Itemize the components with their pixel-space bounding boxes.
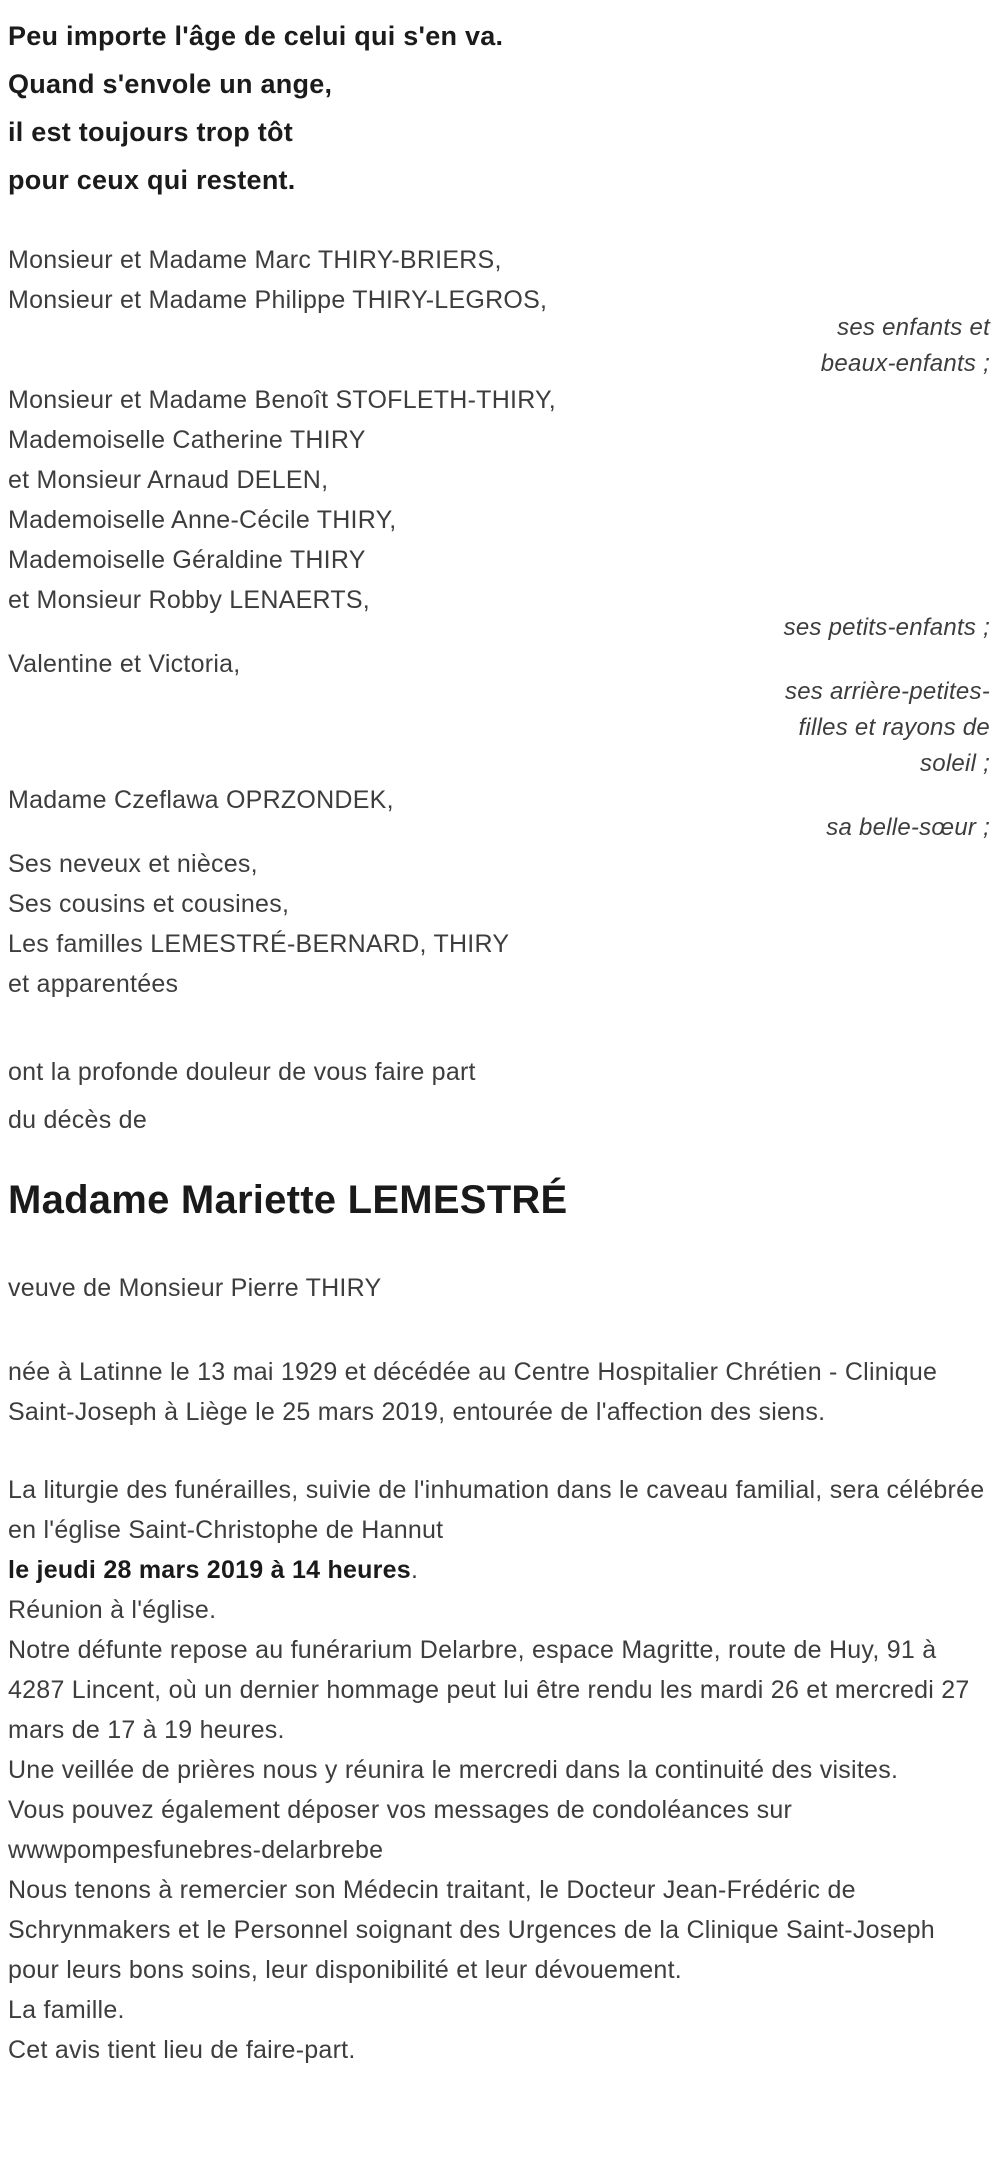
ceremony-date-bold: le jeudi 28 mars 2019 à 14 heures (8, 1556, 411, 1584)
mourner-line: Ses cousins et cousines, (8, 890, 290, 918)
notice-line: Cet avis tient lieu de faire-part. (8, 2036, 356, 2064)
announcement-line-2: du décès de (8, 1106, 147, 1134)
relation-caption-line: filles et rayons de (798, 714, 990, 741)
ceremony-date-period: . (410, 1556, 419, 1584)
ceremony-details (8, 1470, 990, 2070)
poem-line-2: Quand s'envole un ange, (8, 69, 333, 99)
mourner-line: Madame Czeflawa OPRZONDEK, (8, 786, 394, 814)
relation-caption-line: soleil ; (919, 750, 990, 777)
mourner-line: Mademoiselle Géraldine THIRY (8, 546, 366, 574)
poem-line-3: il est toujours trop tôt (8, 117, 293, 147)
relation-caption-great-grandchildren (8, 674, 990, 782)
vigil-line: Une veillée de prières nous y réunira le mercredi dans la continuité des visites. (8, 1756, 899, 1784)
thanks-line: Nous tenons à remercier son Médecin traitant, le Docteur Jean-Frédéric de Schrynmakers et le Personnel soignant des Urgences de la Clinique Saint-Joseph pour leurs bons soins, leur disponibilité et leur dévouement. (8, 1876, 935, 1984)
poem-line-4: pour ceux qui restent. (8, 165, 296, 195)
mourner-line: et Monsieur Robby LENAERTS, (8, 586, 370, 614)
widow-of-line: veuve de Monsieur Pierre THIRY (8, 1274, 382, 1302)
mourner-line: Monsieur et Madame Marc THIRY-BRIERS, (8, 246, 502, 274)
mourner-line: et Monsieur Arnaud DELEN, (8, 466, 329, 494)
birth-death-line: née à Latinne le 13 mai 1929 et décédée au Centre Hospitalier Chrétien - Clinique Saint-Joseph à Liège le 25 mars 2019, entourée de l'affection des siens. (8, 1358, 938, 1426)
condolences-line: Vous pouvez également déposer vos messages de condoléances sur wwwpompesfunebres-delarbrebe (8, 1796, 793, 1864)
relation-caption-line: ses petits-enfants ; (783, 614, 990, 641)
mourner-line: et apparentées (8, 970, 179, 998)
ceremony-date-line (8, 1550, 990, 1590)
poem (8, 12, 990, 204)
mourner-line: Ses neveux et nièces, (8, 850, 258, 878)
liturgy-line: La liturgie des funérailles, suivie de l'inhumation dans le caveau familial, sera célébrée en l'église Saint-Christophe de Hannut (8, 1476, 985, 1544)
relation-caption-line: sa belle-sœur ; (826, 814, 990, 841)
announcement-line-1: ont la profonde douleur de vous faire part (8, 1058, 476, 1086)
mourner-line: Valentine et Victoria, (8, 650, 241, 678)
mourners-list (8, 240, 990, 1004)
mourner-line: Mademoiselle Anne-Cécile THIRY, (8, 506, 397, 534)
mourner-line: Monsieur et Madame Benoît STOFLETH-THIRY, (8, 386, 556, 414)
funerarium-line: Notre défunte repose au funérarium Delarbre, espace Magritte, route de Huy, 91 à 4287 Lincent, où un dernier hommage peut lui être rendu les mardi 26 et mercredi 27 mars de 17 à 19 heures. (8, 1636, 970, 1744)
family-signature: La famille. (8, 1996, 125, 2024)
poem-line-1: Peu importe l'âge de celui qui s'en va. (8, 21, 504, 51)
relation-caption-line: ses enfants et (837, 314, 990, 341)
relation-caption-line: beaux-enfants ; (820, 350, 990, 377)
meeting-line: Réunion à l'église. (8, 1596, 217, 1624)
relation-caption-line: ses arrière-petites- (784, 678, 990, 705)
mourner-line: Monsieur et Madame Philippe THIRY-LEGROS, (8, 286, 548, 314)
relation-caption-children (8, 310, 990, 382)
mourner-line: Mademoiselle Catherine THIRY (8, 426, 366, 454)
deceased-name: Madame Mariette LEMESTRÉ (8, 1178, 568, 1222)
mourner-line: Les familles LEMESTRÉ-BERNARD, THIRY (8, 930, 510, 958)
